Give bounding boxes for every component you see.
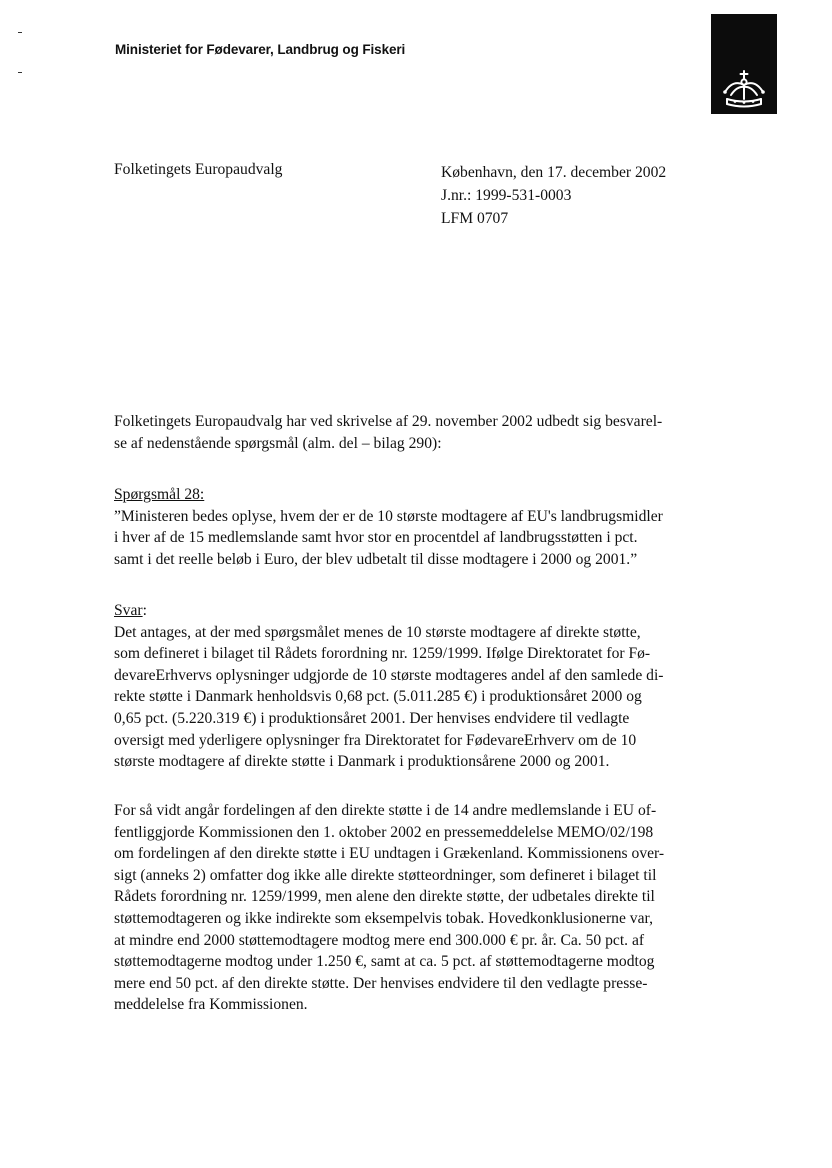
- journal-number: J.nr.: 1999-531-0003: [441, 187, 572, 204]
- text-line: Folketingets Europaudvalg har ved skrivelse af 29. november 2002 udbedt sig besvarel-: [114, 413, 663, 430]
- text-line: sigt (anneks 2) omfatter dog ikke alle direkte støtteordninger, som defineret i bilaget til: [114, 866, 657, 884]
- text-line: Rådets forordning nr. 1259/1999, men alene den direkte støtte, der udbetales direkte til: [114, 888, 655, 906]
- text-line: ”Ministeren bedes oplyse, hvem der er de 10 største modtagere af EU's landbrugsmidler: [114, 507, 663, 525]
- question-section: [114, 484, 714, 570]
- answer-heading-colon: :: [142, 602, 147, 619]
- text-line: om fordelingen af den direkte støtte i EU undtagen i Grækenland. Kommissionens over-: [114, 845, 665, 863]
- text-line: mere end 50 pct. af den direkte støtte. Der henvises endvidere til den vedlagte presse-: [114, 974, 648, 992]
- letter-meta: [441, 161, 666, 230]
- ministry-name: Ministeriet for Fødevarer, Landbrug og Fiskeri: [115, 42, 406, 57]
- text-line: devareErhvervs oplysninger udgjorde de 10 største modtageres andel af den samlede di-: [114, 666, 664, 684]
- text-line: støttemodtageren og ikke indirekte som eksempelvis tobak. Hovedkonklusionerne var,: [114, 909, 653, 927]
- question-heading: Spørgsmål 28:: [114, 486, 205, 503]
- text-line: samt i det reelle beløb i Euro, der blev udbetalt til disse modtagere i 2000 og 2001.”: [114, 550, 638, 568]
- text-line: i hver af de 15 medlemslande samt hvor stor en procentdel af landbrugsstøtten i pct.: [114, 529, 638, 547]
- answer-paragraph-2: [114, 800, 714, 1016]
- answer-heading-label: Svar: [114, 602, 143, 619]
- answer-section: [114, 600, 714, 773]
- recipient: Folketingets Europaudvalg: [114, 161, 283, 178]
- text-line: fentliggjorde Kommissionen den 1. oktober 2002 en pressemeddelelse MEMO/02/198: [114, 823, 654, 841]
- text-line: som defineret i bilaget til Rådets forordning nr. 1259/1999. Ifølge Direktoratet for Fø-: [114, 645, 651, 663]
- intro-paragraph: [114, 411, 714, 454]
- place-date: København, den 17. december 2002: [441, 164, 667, 181]
- text-line: største modtagere af direkte støtte i Danmark i produktionsårene 2000 og 2001.: [114, 753, 610, 771]
- text-line: støttemodtagerne modtog under 1.250 €, samt at ca. 5 pct. af støttemodtagerne modtog: [114, 953, 655, 971]
- text-line: se af nedenstående spørgsmål (alm. del – bilag 290):: [114, 434, 442, 452]
- scan-mark: [18, 72, 22, 73]
- text-line: Det antages, at der med spørgsmålet menes de 10 største modtagere af direkte støtte,: [114, 623, 641, 641]
- text-line: meddelelse fra Kommissionen.: [114, 996, 308, 1014]
- answer-heading: [114, 600, 714, 622]
- text-line: rekte støtte i Danmark henholdsvis 0,68 pct. (5.011.285 €) i produktionsåret 2000 og: [114, 688, 642, 706]
- royal-crown-icon: [711, 14, 777, 114]
- text-line: oversigt med yderligere oplysninger fra Direktoratet for FødevareErhverv om de 10: [114, 731, 637, 749]
- scan-mark: [18, 32, 22, 33]
- text-line: 0,65 pct. (5.220.319 €) i produktionsåret 2001. Der henvises endvidere til vedlagte: [114, 709, 630, 727]
- reference: LFM 0707: [441, 210, 509, 227]
- text-line: For så vidt angår fordelingen af den direkte støtte i de 14 andre medlemslande i EU of-: [114, 802, 657, 819]
- text-line: at mindre end 2000 støttemodtagere modtog mere end 300.000 € pr. år. Ca. 50 pct. af: [114, 931, 645, 949]
